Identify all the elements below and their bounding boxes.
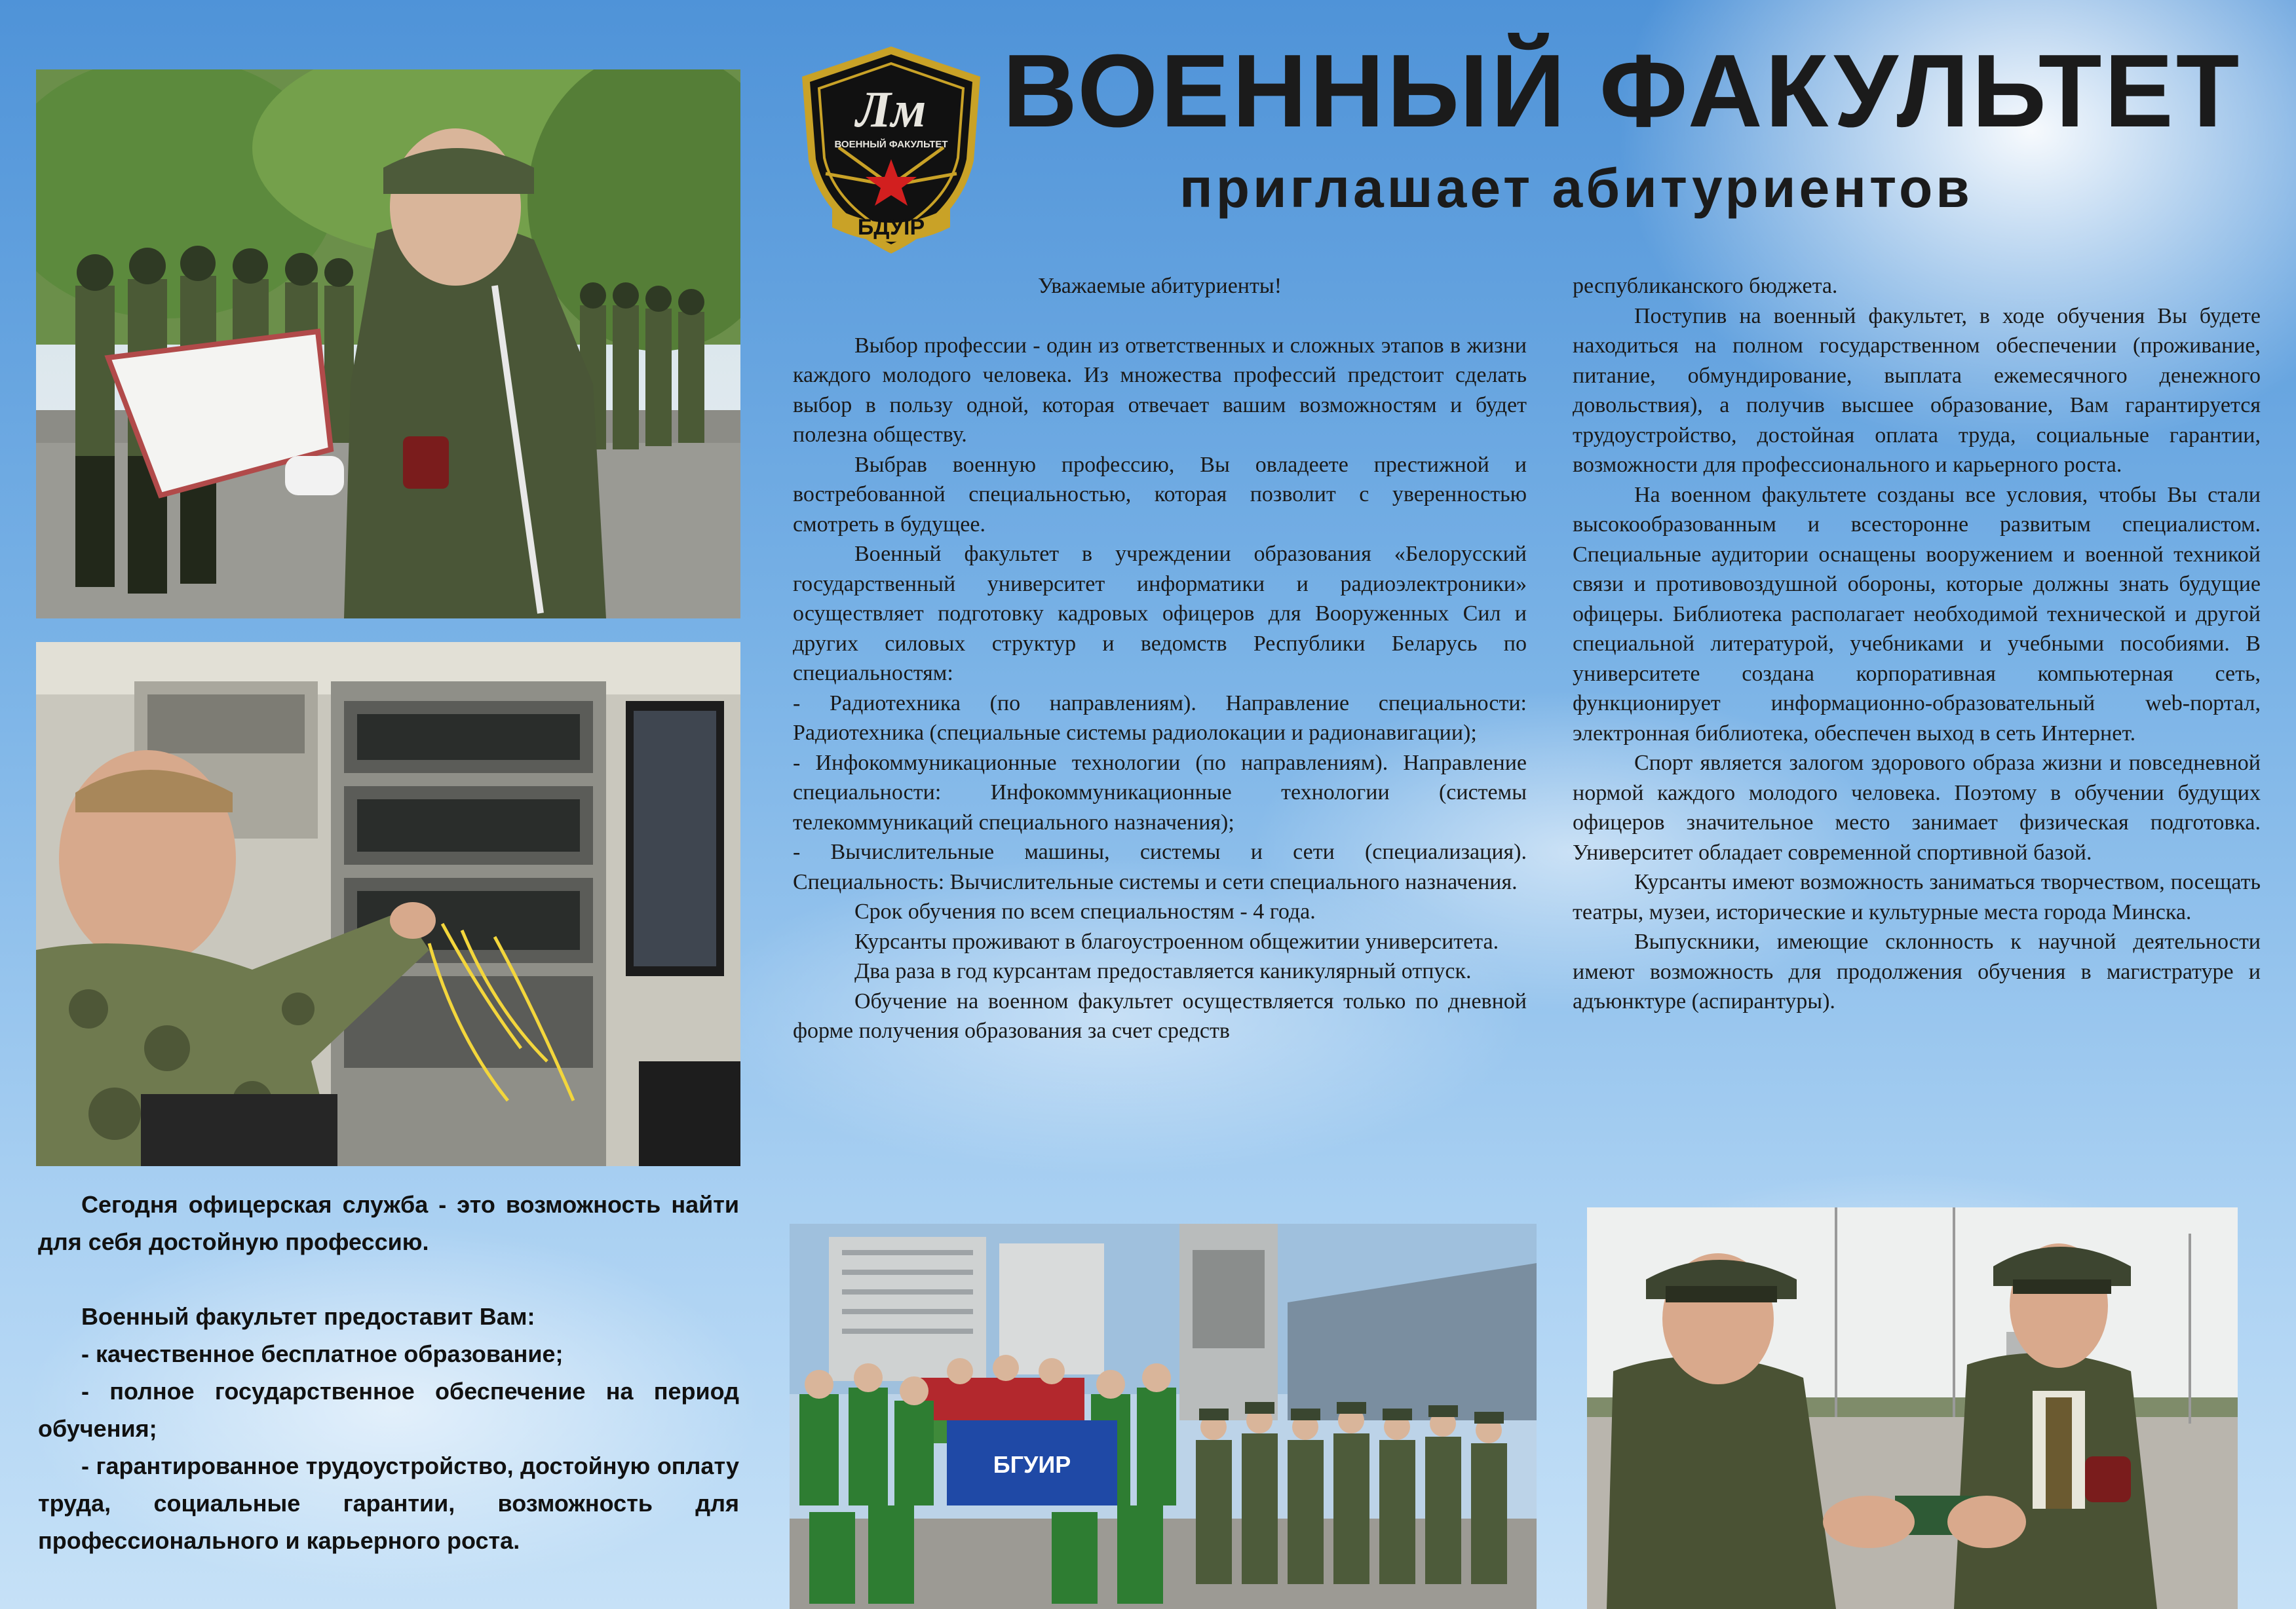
paragraph: Выбрав военную профессию, Вы овладеете престижной и востребованной специальностью, которая позволит с уверенностью смотреть в будущее. xyxy=(793,452,1527,537)
benefits-heading: Военный факультет предоставит Вам: xyxy=(81,1303,535,1330)
diploma-ceremony-photo xyxy=(1587,1207,2238,1609)
oath-ceremony-photo xyxy=(36,69,740,618)
benefit-item: - гарантированное трудоустройство, достойную оплату труда, социальные гарантии, возможность для профессионального и карьерного роста. xyxy=(38,1452,739,1554)
intro-statement: Сегодня офицерская служба - это возможность найти для себя достойную профессию. xyxy=(38,1191,739,1255)
paragraph: Выбор профессии - один из ответственных и сложных этапов в жизни каждого молодого человека. Из множества профессий предстоит сделать выбор в пользу одной, которая отвечает вашим возможностям и будет полезна обществу. xyxy=(793,333,1527,447)
emblem-ring-text: ВОЕННЫЙ ФАКУЛЬТЕТ xyxy=(834,139,948,150)
paragraph: Обучение на военном факультет осуществляется только по дневной форме получения образования за счет средств xyxy=(793,989,1527,1043)
emblem-monogram: Лм xyxy=(856,81,927,138)
specialty-item: - Инфокоммуникационные технологии (по направлениям). Направление специальности: Инфокоммуникационные технологии (системы телекоммуникаций специального назначения); xyxy=(793,750,1527,835)
paragraph: Курсанты проживают в благоустроенном общежитии университета. xyxy=(854,929,1499,954)
text-column-1 xyxy=(793,271,1527,1046)
paragraph: Выпускники, имеющие склонность к научной деятельности имеют возможность для продолжения обучения в магистратуре и адъюнктуре (аспирантуры). xyxy=(1573,930,2261,1013)
paragraph: На военном факультете созданы все условия, чтобы Вы стали высокообразованным и всесторонне развитым специалистом. Специальные аудитории оснащены вооружением и военной техникой связи и противовоздушной обороны, которые должны знать будущие офицеры. Библиотека располагает необходимой технической и другой специальной литературой, учебниками и учебными пособиями. В университете создана корпоративная компьютерная сеть, функционирует информационно-образовательный web-портал, электронная библиотека, обеспечен выход в сеть Интернет. xyxy=(1573,482,2261,746)
specialty-item: - Вычислительные машины, системы и сети (специализация). Специальность: Вычислительные системы и сети специального назначения. xyxy=(793,840,1527,894)
cadet-equipment-photo xyxy=(36,642,740,1166)
greeting: Уважаемые абитуриенты! xyxy=(1037,274,1282,298)
page-subtitle: приглашает абитуриентов xyxy=(1179,157,1973,219)
paragraph: Поступив на военный факультет, в ходе обучения Вы будете находиться на полном государственном обеспечении (проживание, питание, обмундирование, выплата ежемесячного денежного довольствия), а получив высшее образование, Вам гарантируется трудоустройство, достойная оплата труда, социальные гарантии, возможности для профессионального и карьерного роста. xyxy=(1573,303,2261,477)
emblem-banner-text: БДУІР xyxy=(857,215,925,240)
specialty-item: - Радиотехника (по направлениям). Направление специальности: Радиотехника (специальные системы радиолокации и радионавигации); xyxy=(793,691,1527,745)
faculty-emblem xyxy=(793,43,989,259)
paragraph: республиканского бюджета. xyxy=(1573,274,1838,298)
benefit-item: - качественное бесплатное образование; xyxy=(81,1340,564,1367)
paragraph: Курсанты имеют возможность заниматься творчеством, посещать театры, музеи, исторические и культурные места города Минска. xyxy=(1573,870,2261,924)
page-title: ВОЕННЫЙ ФАКУЛЬТЕТ xyxy=(1003,33,2242,149)
benefit-item: - полное государственное обеспечение на период обучения; xyxy=(38,1378,739,1442)
paragraph: Военный факультет в учреждении образования «Белорусский государственный университет информатики и радиоэлектроники» осуществляет подготовку кадровых офицеров для Вооруженных Сил и других силовых структур и ведомств Республики Беларусь по специальностям: xyxy=(793,542,1527,685)
text-column-2 xyxy=(1573,271,2261,1017)
benefits-block xyxy=(38,1186,739,1559)
cadets-group-photo xyxy=(790,1224,1537,1609)
paragraph: Спорт является залогом здорового образа жизни и повседневной нормой каждого молодого человека. Поэтому в обучении будущих офицеров значительное место занимает физическая подготовка. Университет обладает современной спортивной базой. xyxy=(1573,751,2261,865)
paragraph: Два раза в год курсантам предоставляется каникулярный отпуск. xyxy=(854,959,1472,983)
paragraph: Срок обучения по всем специальностям - 4 года. xyxy=(854,899,1316,924)
flag-text: БГУИР xyxy=(993,1451,1071,1478)
